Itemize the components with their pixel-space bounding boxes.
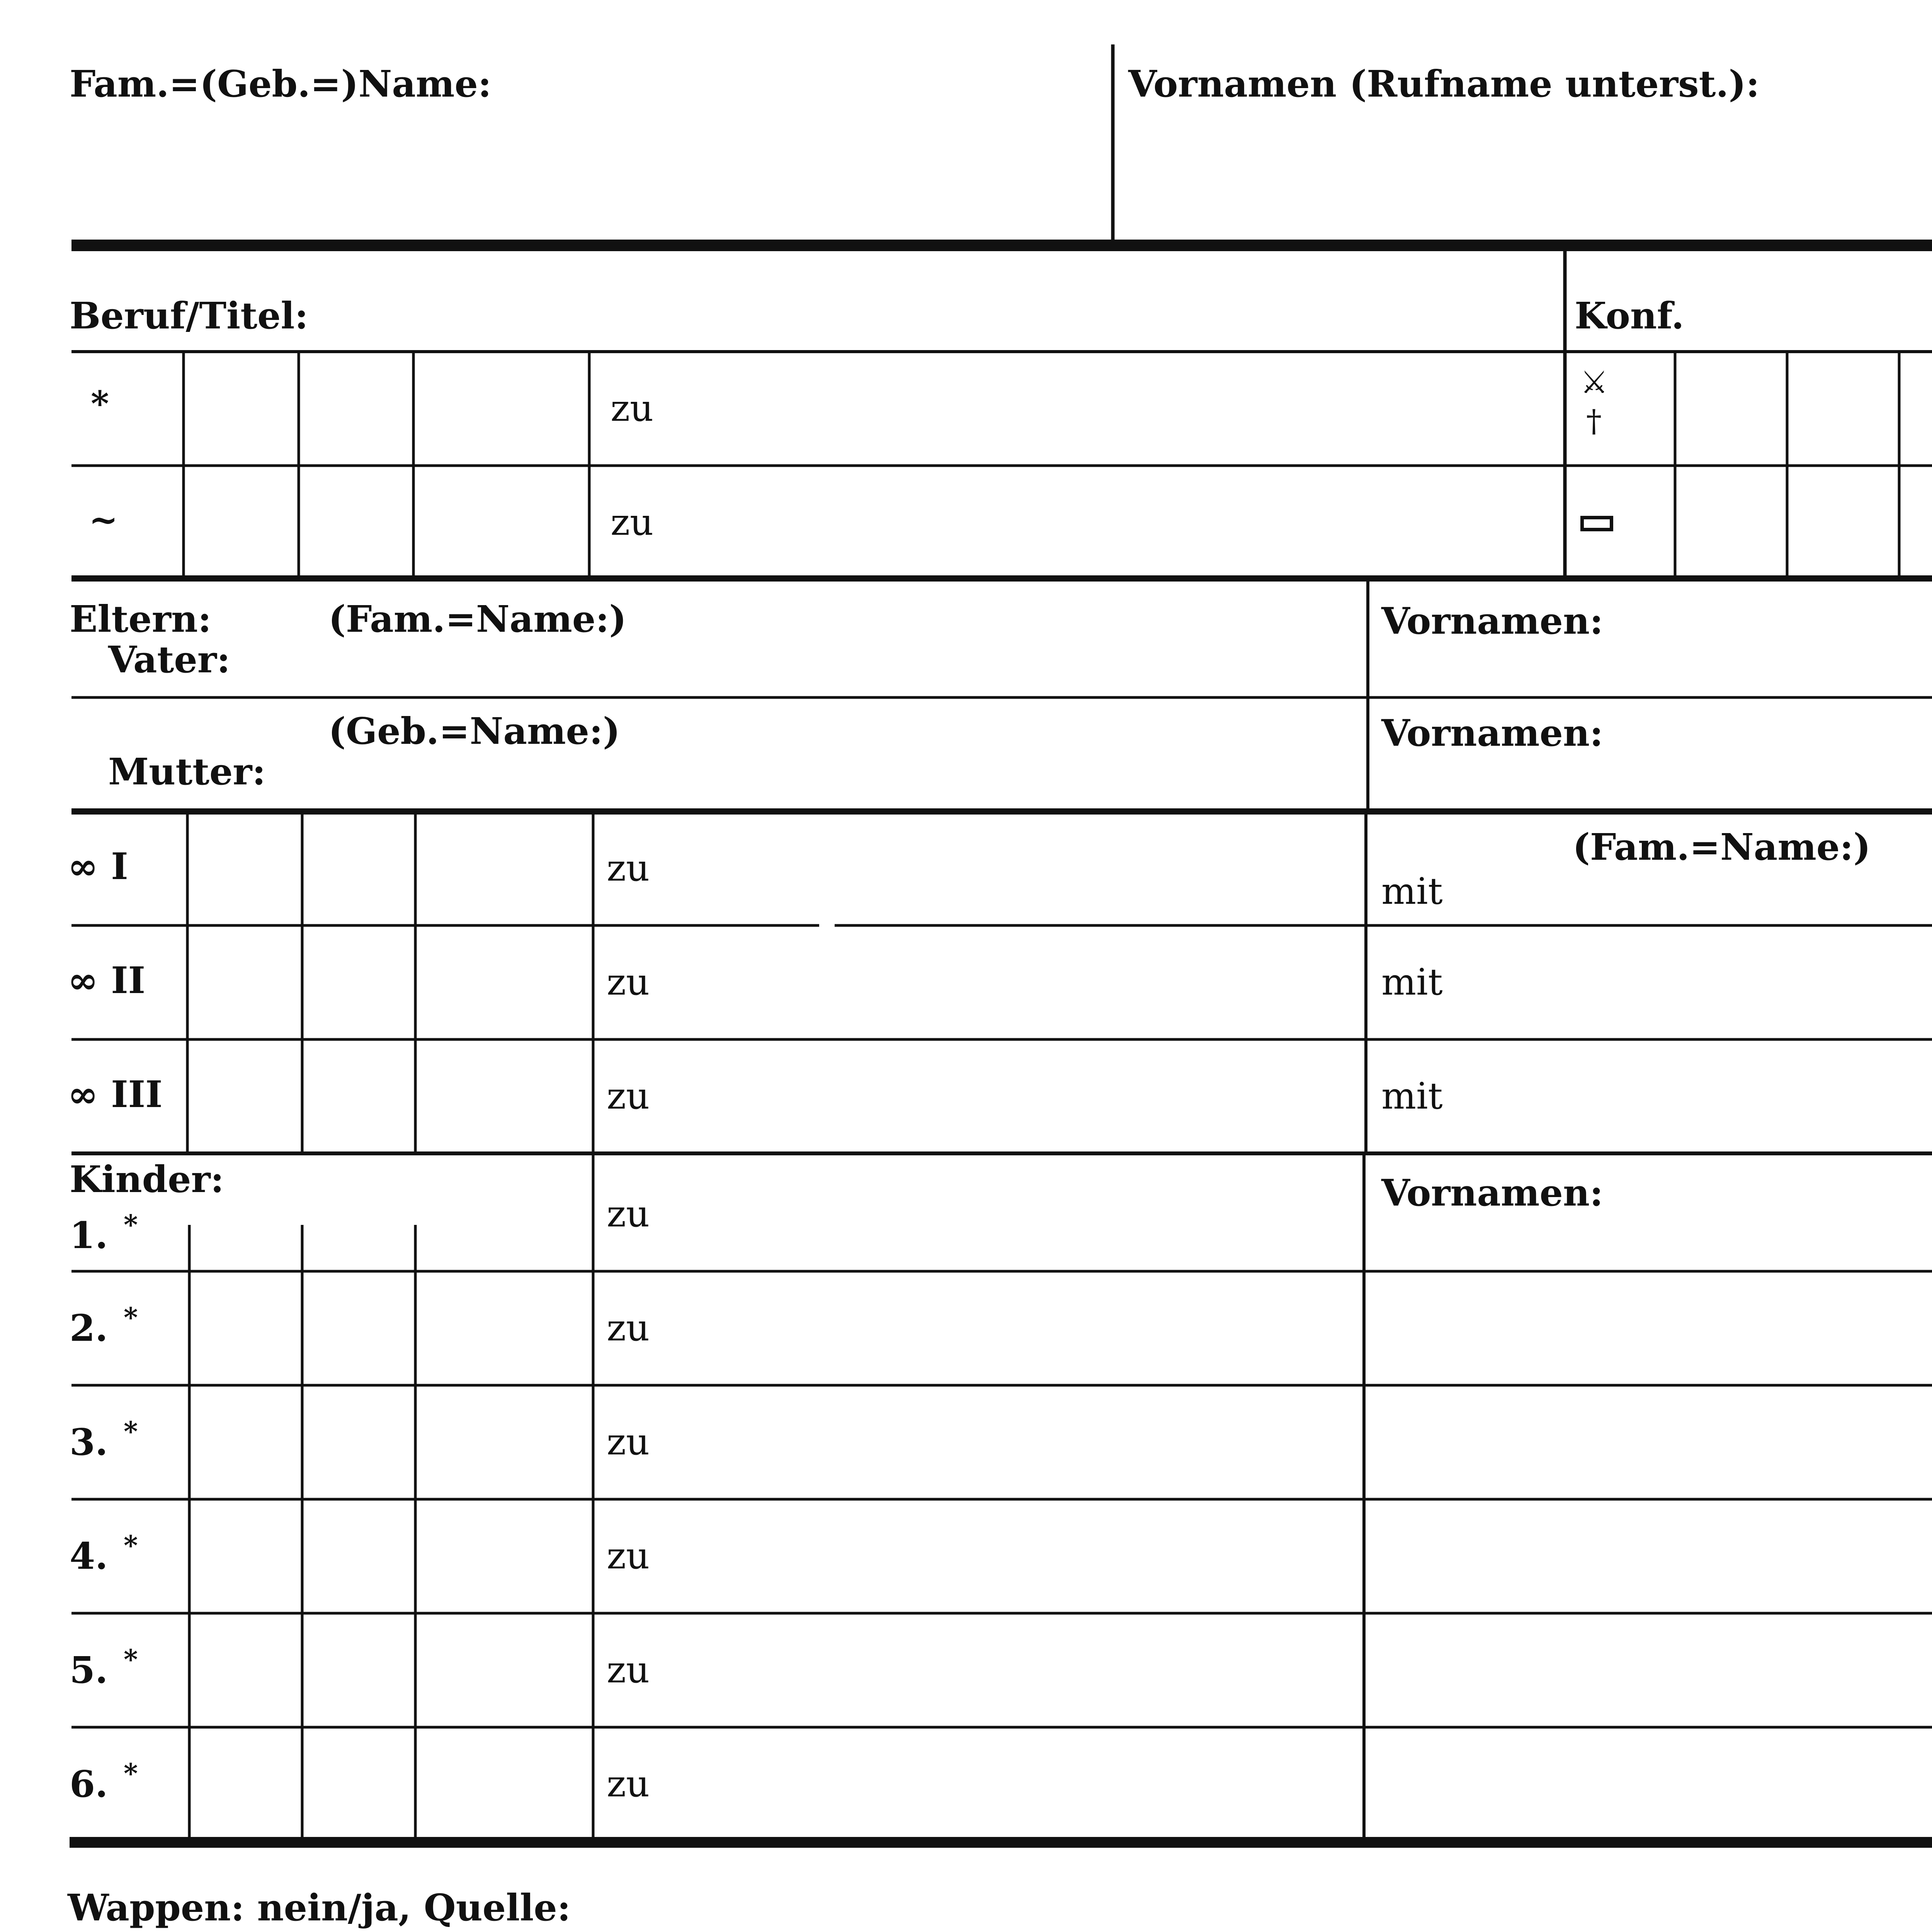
family-name-label: Fam.=(Geb.=)Name: [70,63,492,105]
children-label: Kinder: [70,1158,224,1201]
child-2-place-label: zu [607,1307,650,1349]
child-3-place-label: zu [607,1421,650,1463]
confession-label: Konf. [1575,294,1684,337]
child-1-place-label: zu [607,1193,650,1235]
marriage-2-label: ∞ II [68,959,146,1002]
father-label: Vater: [108,638,230,681]
mother-birth-name-label: (Geb.=Name:) [328,710,620,753]
fallen-icon: ⚔ [1580,364,1608,400]
marriage-2-with-label: mit [1381,961,1443,1003]
child-6-birth-symbol: * [124,1757,138,1789]
father-family-name-label: (Fam.=Name:) [328,598,627,641]
marriage-3-place-label: zu [607,1075,650,1117]
marriage-1-place-label: zu [607,847,650,889]
coat-of-arms-label: Wappen: nein/ja, Quelle: [68,1886,571,1929]
child-5-number: 5. [70,1649,108,1692]
child-6-place-label: zu [607,1763,650,1805]
birth-symbol: * [91,383,109,424]
child-3-number: 3. [70,1421,108,1464]
parents-label: Eltern: [70,598,212,641]
child-5-place-label: zu [607,1649,650,1691]
given-names-label: Vornamen (Rufname unterst.): [1128,63,1760,105]
child-2-number: 2. [70,1307,108,1350]
marriage-3-label: ∞ III [68,1073,163,1116]
child-6-number: 6. [70,1763,108,1806]
marriage-1-with-label: mit [1381,870,1443,913]
child-4-birth-symbol: * [124,1529,138,1561]
father-given-names-label: Vornamen: [1381,600,1604,643]
child-4-number: 4. [70,1535,108,1578]
burial-icon [1580,516,1613,531]
baptism-symbol: ~ [89,499,118,540]
child-2-birth-symbol: * [124,1301,138,1333]
occupation-label: Beruf/Titel: [70,294,308,337]
marriage-3-with-label: mit [1381,1075,1443,1117]
child-3-birth-symbol: * [124,1415,138,1447]
baptism-place-label: zu [611,501,654,544]
mother-given-names-label: Vornamen: [1381,712,1604,755]
child-1-number: 1. [70,1214,108,1257]
child-5-birth-symbol: * [124,1643,138,1675]
mother-label: Mutter: [108,750,266,793]
child-4-place-label: zu [607,1535,650,1577]
death-icon: † [1586,403,1602,439]
marriage-1-label: ∞ I [68,845,128,888]
children-given-names-label: Vornamen: [1381,1172,1604,1214]
spouse-family-name-label: (Fam.=Name:) [1573,826,1871,869]
birth-place-label: zu [611,387,654,430]
marriage-2-place-label: zu [607,961,650,1003]
child-1-birth-symbol: * [124,1209,138,1241]
